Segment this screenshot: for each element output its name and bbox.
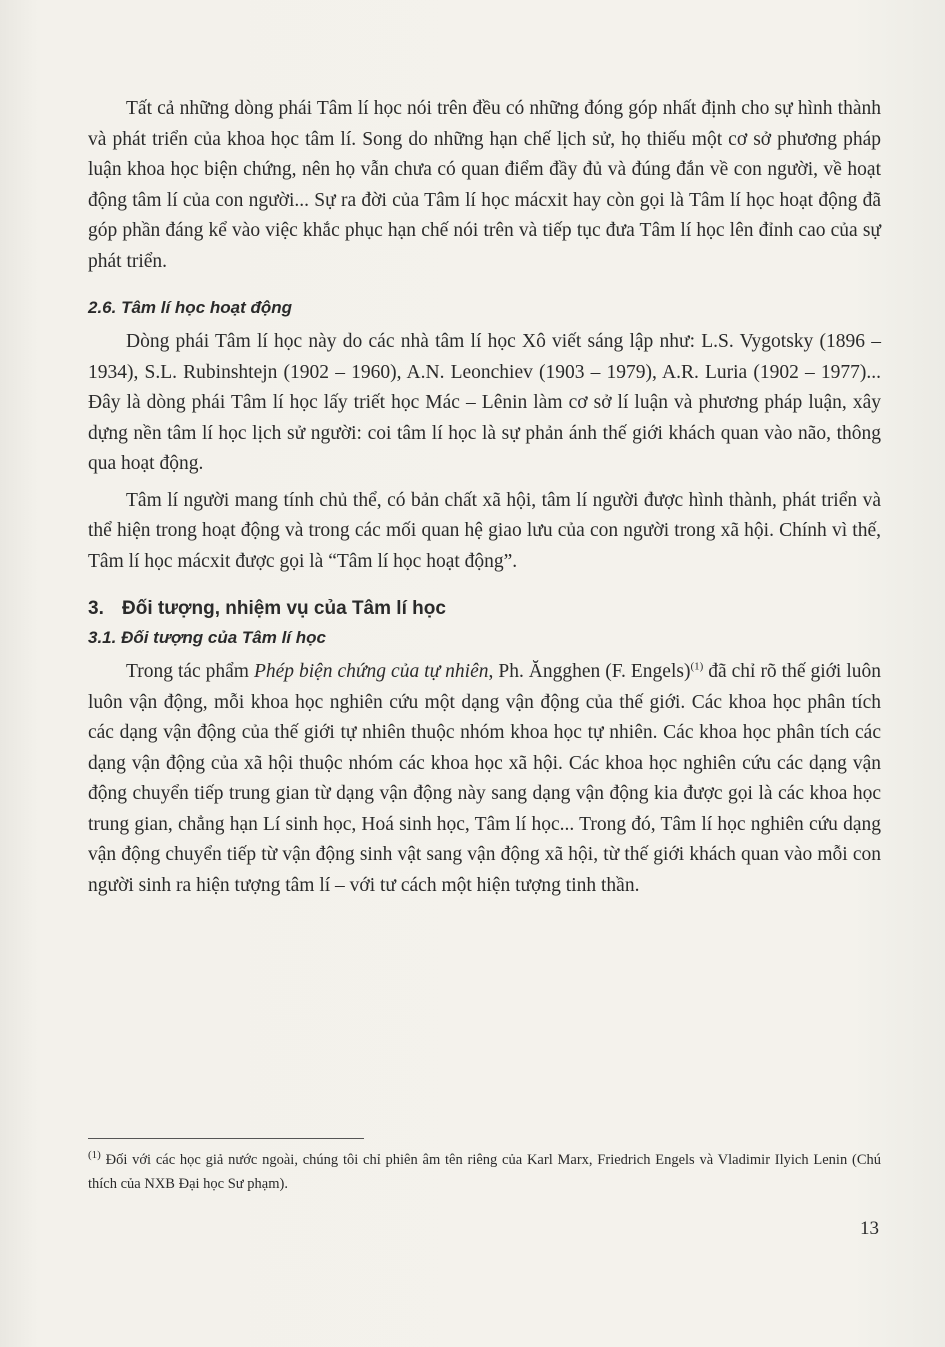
- heading-section-3: [88, 595, 881, 623]
- heading-3-1: 3.1. Đối tượng của Tâm lí học: [88, 628, 326, 647]
- book-title: Phép biện chứng của tự nhiên: [253, 661, 489, 682]
- footnote-divider: [88, 1138, 364, 1139]
- intro-paragraph: Tất cả những dòng phái Tâm lí học nói trên đều có những đóng góp nhất định cho sự hình thành và phát triển của khoa học tâm lí. Song do những hạn chế lịch sử, họ thiếu một cơ sở phương pháp luận khoa học biện chứng, nên họ vẫn chưa có quan điểm đầy đủ và đúng đắn về con người, về hoạt động tâm lí của con người... Sự ra đời của Tâm lí học mácxit hay còn gọi là Tâm lí học hoạt động đã góp phần đáng kể vào việc khắc phục hạn chế nói trên và tiếp tục đưa Tâm lí học lên đỉnh cao của sự phát triển.: [88, 98, 881, 272]
- paragraph-2-6-b: Tâm lí người mang tính chủ thể, có bản chất xã hội, tâm lí người được hình thành, phát triển và thể hiện trong hoạt động và trong các mối quan hệ giao lưu của con người trong xã hội. Chính vì thế, Tâm lí học mácxit được gọi là “Tâm lí học hoạt động”.: [88, 489, 881, 572]
- footnote-mark: (1): [88, 1149, 101, 1162]
- footnote-reference: (1): [690, 660, 704, 673]
- paragraph-3-1: [88, 657, 881, 901]
- page-number: 13: [860, 1218, 879, 1239]
- section-3-title: Đối tượng, nhiệm vụ của Tâm lí học: [122, 598, 446, 619]
- paragraph-3-1-author: , Ph. Ăngghen (F. Engels): [488, 661, 691, 682]
- paragraph-3-1-start: Trong tác phẩm: [126, 661, 254, 682]
- page-body: [88, 94, 881, 901]
- paragraph-2-6-a: Dòng phái Tâm lí học này do các nhà tâm lí học Xô viết sáng lập như: L.S. Vygotsky (1896 – 1934), S.L. Rubinshtejn (1902 – 1960), A.N. Leonchiev (1903 – 1979), A.R. Luria (1902 – 1977)... Đây là dòng phái Tâm lí học lấy triết học Mác – Lênin làm cơ sở lí luận và phương pháp luận, xây dựng nền tâm lí học lịch sử người: coi tâm lí học là sự phản ánh thế giới khách quan vào não, thông qua hoạt động.: [88, 331, 881, 474]
- heading-2-6: 2.6. Tâm lí học hoạt động: [88, 298, 293, 317]
- paragraph-3-1-rest: đã chỉ rõ thế giới luôn luôn vận động, mỗi khoa học nghiên cứu một dạng vận động của thế giới. Các khoa học phân tích các dạng vận động của thế giới tự nhiên thuộc nhóm khoa học tự nhiên. Các khoa học phân tích các dạng vận động của xã hội thuộc nhóm các khoa học xã hội. Các khoa học nghiên cứu các dạng vận động chuyển tiếp trung gian từ dạng vận động này sang dạng vận động kia được gọi là các khoa học trung gian, chẳng hạn Lí sinh học, Hoá sinh học, Tâm lí học... Trong đó, Tâm lí học nghiên cứu dạng vận động chuyển tiếp từ vận động sinh vật sang vận động xã hội, từ thế giới khách quan vào mỗi con người sinh ra hiện tượng tâm lí – với tư cách một hiện tượng tinh thần.: [88, 661, 881, 896]
- footnote-text: Đối với các học giả nước ngoài, chúng tôi chỉ phiên âm tên riêng của Karl Marx, Friedrich Engels và Vladimir Ilyich Lenin (Chú thích của NXB Đại học Sư phạm).: [88, 1152, 881, 1192]
- section-3-number: 3.: [88, 598, 104, 619]
- footnote: [88, 1148, 881, 1196]
